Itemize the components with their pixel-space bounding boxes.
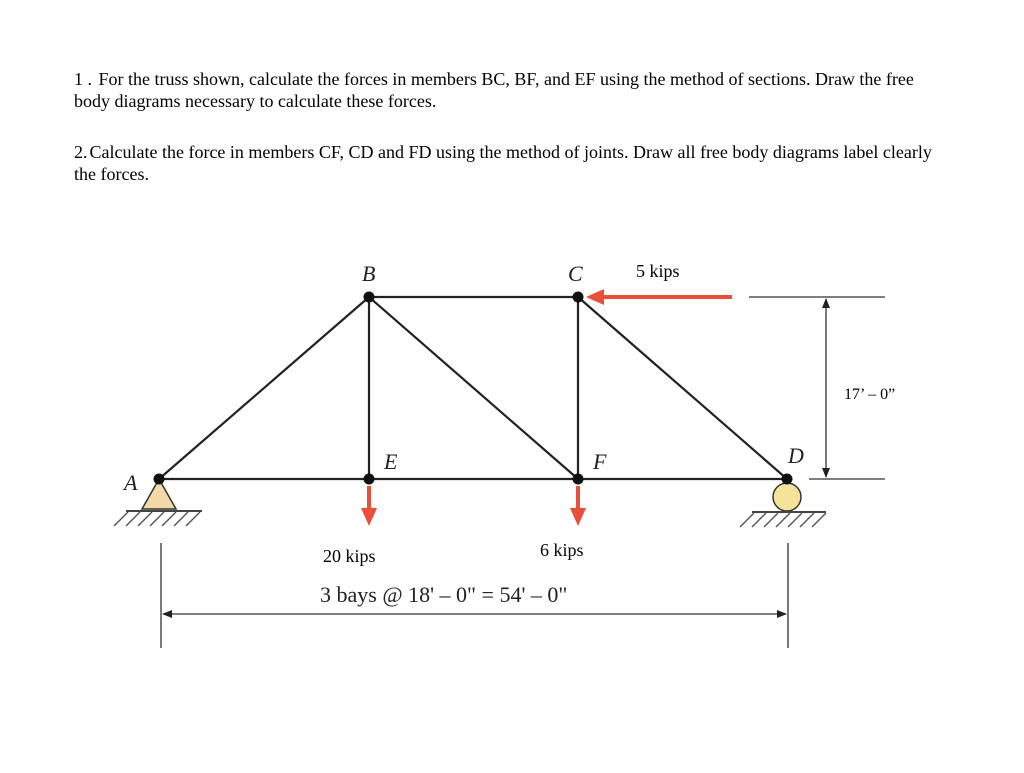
node-label-C: C	[568, 261, 583, 286]
roller-support-circle	[773, 483, 801, 511]
member-BF	[369, 297, 578, 479]
joint-D	[782, 474, 793, 485]
pin-ground-hatch	[114, 512, 200, 526]
joint-A	[154, 474, 165, 485]
node-label-E: E	[384, 449, 398, 474]
roller-ground-hatch	[740, 513, 826, 527]
problem-1-number: 1 .	[74, 69, 92, 89]
node-label-B: B	[362, 261, 376, 286]
member-AB	[159, 297, 369, 479]
problem-2-number: 2.	[74, 142, 88, 162]
node-label-A: A	[124, 470, 138, 495]
load-arrows	[361, 289, 732, 526]
node-label-D: D	[788, 443, 804, 468]
height-dimension-label: 17’ – 0”	[844, 386, 896, 403]
load-arrow-6-kips	[570, 486, 586, 526]
joint-B	[364, 292, 375, 303]
problem-1-text: For the truss shown, calculate the forces in members BC, BF, and EF using the method of sections. Draw the free body diagrams necessary to calculate these forces.	[74, 69, 914, 111]
joint-C	[573, 292, 584, 303]
problem-2-text: Calculate the force in members CF, CD and FD using the method of joints. Draw all free body diagrams label clearly the forces.	[74, 142, 932, 184]
load-arrow-20-kips	[361, 486, 377, 526]
roller-support-D	[740, 483, 826, 527]
node-label-F: F	[593, 449, 607, 474]
load-label-5-kips: 5 kips	[636, 261, 680, 281]
member-CD	[578, 297, 787, 479]
span-dimension-label: 3 bays @ 18' – 0" = 54' – 0"	[320, 582, 568, 607]
truss-members	[159, 297, 787, 479]
load-label-6-kips: 6 kips	[540, 540, 584, 560]
load-label-20-kips: 20 kips	[323, 546, 376, 566]
load-arrow-5-kips	[586, 289, 732, 305]
joint-F	[573, 474, 584, 485]
joint-E	[364, 474, 375, 485]
